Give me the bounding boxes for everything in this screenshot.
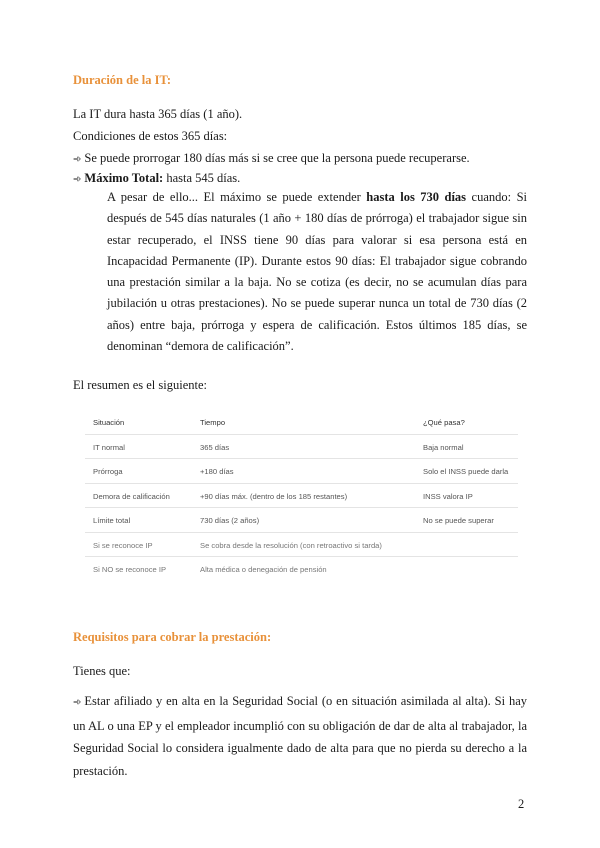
table-header-cell: ¿Qué pasa?	[423, 418, 465, 427]
text-line: Tienes que:	[73, 664, 131, 678]
table-cell: +180 días	[200, 467, 234, 476]
summary-intro: El resumen es el siguiente:	[73, 378, 207, 392]
table-cell: 730 días (2 años)	[200, 516, 260, 525]
text-line: Condiciones de estos 365 días:	[73, 129, 228, 143]
table-row	[85, 484, 518, 509]
bullet-item	[73, 151, 470, 166]
table-cell: Solo el INSS puede darla	[423, 467, 509, 476]
table-cell: IT normal	[93, 442, 125, 452]
table-cell: Alta médica o denegación de pensión	[200, 565, 327, 574]
table-row	[85, 435, 518, 460]
table-header-row	[85, 410, 518, 435]
table-cell: +90 días máx. (dentro de los 185 restantes)	[200, 491, 348, 501]
table-cell: 365 días	[200, 442, 230, 452]
bullet-text: hasta 545 días.	[163, 171, 241, 185]
bullet-item	[73, 171, 240, 186]
table-row	[85, 533, 518, 558]
table-cell: Límite total	[93, 516, 131, 525]
arrow-bullet-icon: ➾	[73, 697, 82, 708]
paragraph-text: cuando: Si después de 545 días naturales (1 año + 180 días de prórroga) el trabajador sigue sin estar recuperado, el INSS tiene 90 días para valorar si esa persona está en Incapacidad Permanente (IP). Durante estos 90 días: El trabajador sigue cobrando una prestación similar a la baja. No se cotiza (es decir, no se acumulan días para jubilación u otras prestaciones). No se puede superar nunca un total de 730 días (2 años) entre baja, prórroga y espera de calificación. Estos últimos 185 días, se denominan “demora de calificación”.	[107, 190, 527, 354]
table-row	[85, 557, 518, 581]
summary-table	[85, 410, 518, 581]
table-cell: Si se reconoce IP	[93, 540, 153, 550]
section-heading-duracion: Duración de la IT:	[73, 73, 172, 87]
paragraph-text: A pesar de ello... El máximo se puede extender	[107, 190, 367, 204]
table-row	[85, 459, 518, 484]
section-heading-requisitos: Requisitos para cobrar la prestación:	[73, 630, 272, 644]
paragraph-text: Estar afiliado y en alta en la Seguridad Social (o en situación asimilada al alta). Si hay un AL o una EP y el empleador incumplió con su obligación de dar de alta al trabajador, la Seguridad Social lo considera igualmente dado de alta para que no pierda su derecho a la prestación.	[73, 694, 527, 778]
page-number: 2	[518, 797, 525, 811]
table-cell: Baja normal	[423, 442, 464, 452]
text-line: La IT dura hasta 365 días (1 año).	[73, 107, 243, 121]
arrow-bullet-icon: ➾	[73, 174, 82, 185]
table-header-cell: Tiempo	[200, 418, 226, 427]
bullet-text: Se puede prorrogar 180 días más si se cree que la persona puede recuperarse.	[84, 151, 470, 165]
bullet-bold-text: Máximo Total:	[84, 171, 164, 185]
table-cell: INSS valora IP	[423, 491, 473, 501]
table-cell: No se puede superar	[423, 516, 494, 525]
table-row	[85, 508, 518, 533]
paragraph-extension	[107, 187, 527, 357]
paragraph-bold: hasta los 730 días	[366, 190, 467, 204]
table-cell: Prórroga	[93, 467, 123, 476]
paragraph-requisitos	[73, 690, 527, 782]
table-cell: Si NO se reconoce IP	[93, 565, 167, 574]
arrow-bullet-icon: ➾	[73, 154, 82, 165]
table-cell: Demora de calificación	[93, 491, 170, 501]
table-cell: Se cobra desde la resolución (con retroactivo si tarda)	[200, 540, 382, 550]
table-header-cell: Situación	[93, 418, 125, 427]
